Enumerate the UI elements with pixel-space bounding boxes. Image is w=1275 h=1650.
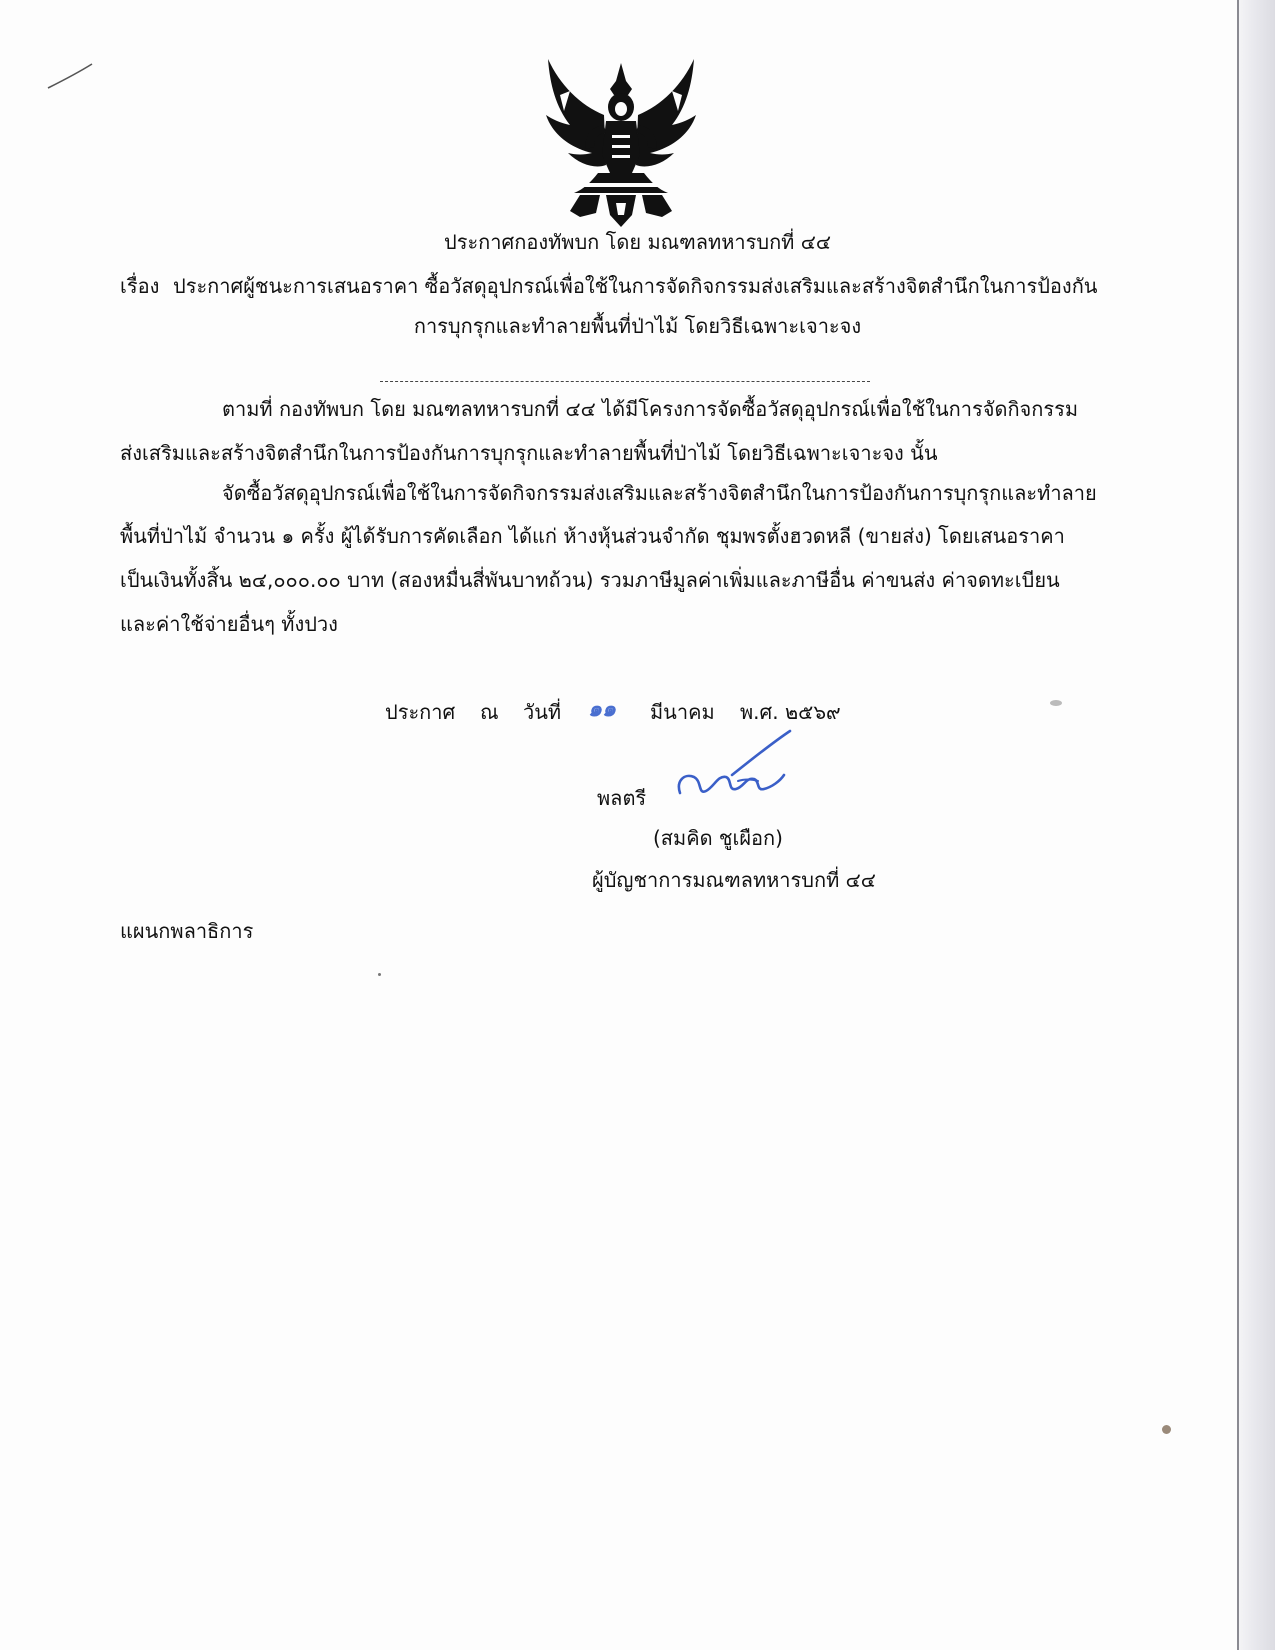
scan-speck (1162, 1425, 1171, 1434)
announce-word: ประกาศ (385, 700, 456, 724)
at-word: ณ (480, 700, 499, 724)
paragraph-2-line-3: เป็นเงินทั้งสิ้น ๒๔,๐๐๐.๐๐ บาท (สองหมื่นสี่พันบาทถ้วน) รวมภาษีมูลค่าเพิ่มและภาษีอื่น ค่าขนส่ง ค่าจดทะเบียน (120, 568, 1060, 592)
paragraph-2-line-1: จัดซื้อวัสดุอุปกรณ์เพื่อใช้ในการจัดกิจกรรมส่งเสริมและสร้างจิตสำนึกในการป้องกันการบุกรุกและทำลาย (222, 481, 1097, 505)
signer-rank: พลตรี (597, 786, 647, 810)
paragraph-2-line-2: พื้นที่ป่าไม้ จำนวน ๑ ครั้ง ผู้ได้รับการคัดเลือก ได้แก่ ห้างหุ้นส่วนจำกัด ชุมพรตั้งฮวดหลี (ขายส่ง) โดยเสนอราคา (120, 524, 1065, 548)
department: แผนกพลาธิการ (120, 919, 254, 943)
paragraph-1-line-1: ตามที่ กองทัพบก โดย มณฑลทหารบกที่ ๔๔ ได้มีโครงการจัดซื้อวัสดุอุปกรณ์เพื่อใช้ในการจัดกิจกรรม (222, 397, 1079, 421)
month: มีนาคม (650, 700, 715, 724)
document-title: ประกาศกองทัพบก โดย มณฑลทหารบกที่ ๔๔ (444, 230, 831, 254)
paragraph-2-line-4: และค่าใช้จ่ายอื่นๆ ทั้งปวง (120, 612, 338, 636)
garuda-emblem (540, 55, 702, 230)
era: พ.ศ. (740, 700, 779, 724)
signer-position: ผู้บัญชาการมณฑลทหารบกที่ ๔๔ (592, 868, 876, 892)
paragraph-1-line-2: ส่งเสริมและสร้างจิตสำนึกในการป้องกันการบุกรุกและทำลายพื้นที่ป่าไม้ โดยวิธีเฉพาะเจาะจง นั้น (120, 441, 938, 465)
year: ๒๕๖๙ (785, 700, 841, 724)
scan-speck (1050, 700, 1062, 706)
subject-line-2: การบุกรุกและทำลายพื้นที่ป่าไม้ โดยวิธีเฉพาะเจาะจง (413, 314, 862, 338)
handwritten-signature (672, 725, 792, 805)
separator-line (380, 381, 870, 382)
day-label: วันที่ (523, 700, 562, 724)
subject-line-1: ประกาศผู้ชนะการเสนอราคา ซื้อวัสดุอุปกรณ์เพื่อใช้ในการจัดกิจกรรมส่งเสริมและสร้างจิตสำนึกในการป้องกัน (173, 274, 1098, 298)
subject-label: เรื่อง (120, 274, 160, 298)
signer-name: (สมคิด ชูเผือก) (653, 826, 783, 850)
scan-speck (378, 973, 381, 976)
day-value: ๑๑ (588, 697, 616, 722)
pen-stroke-mark (46, 62, 96, 92)
